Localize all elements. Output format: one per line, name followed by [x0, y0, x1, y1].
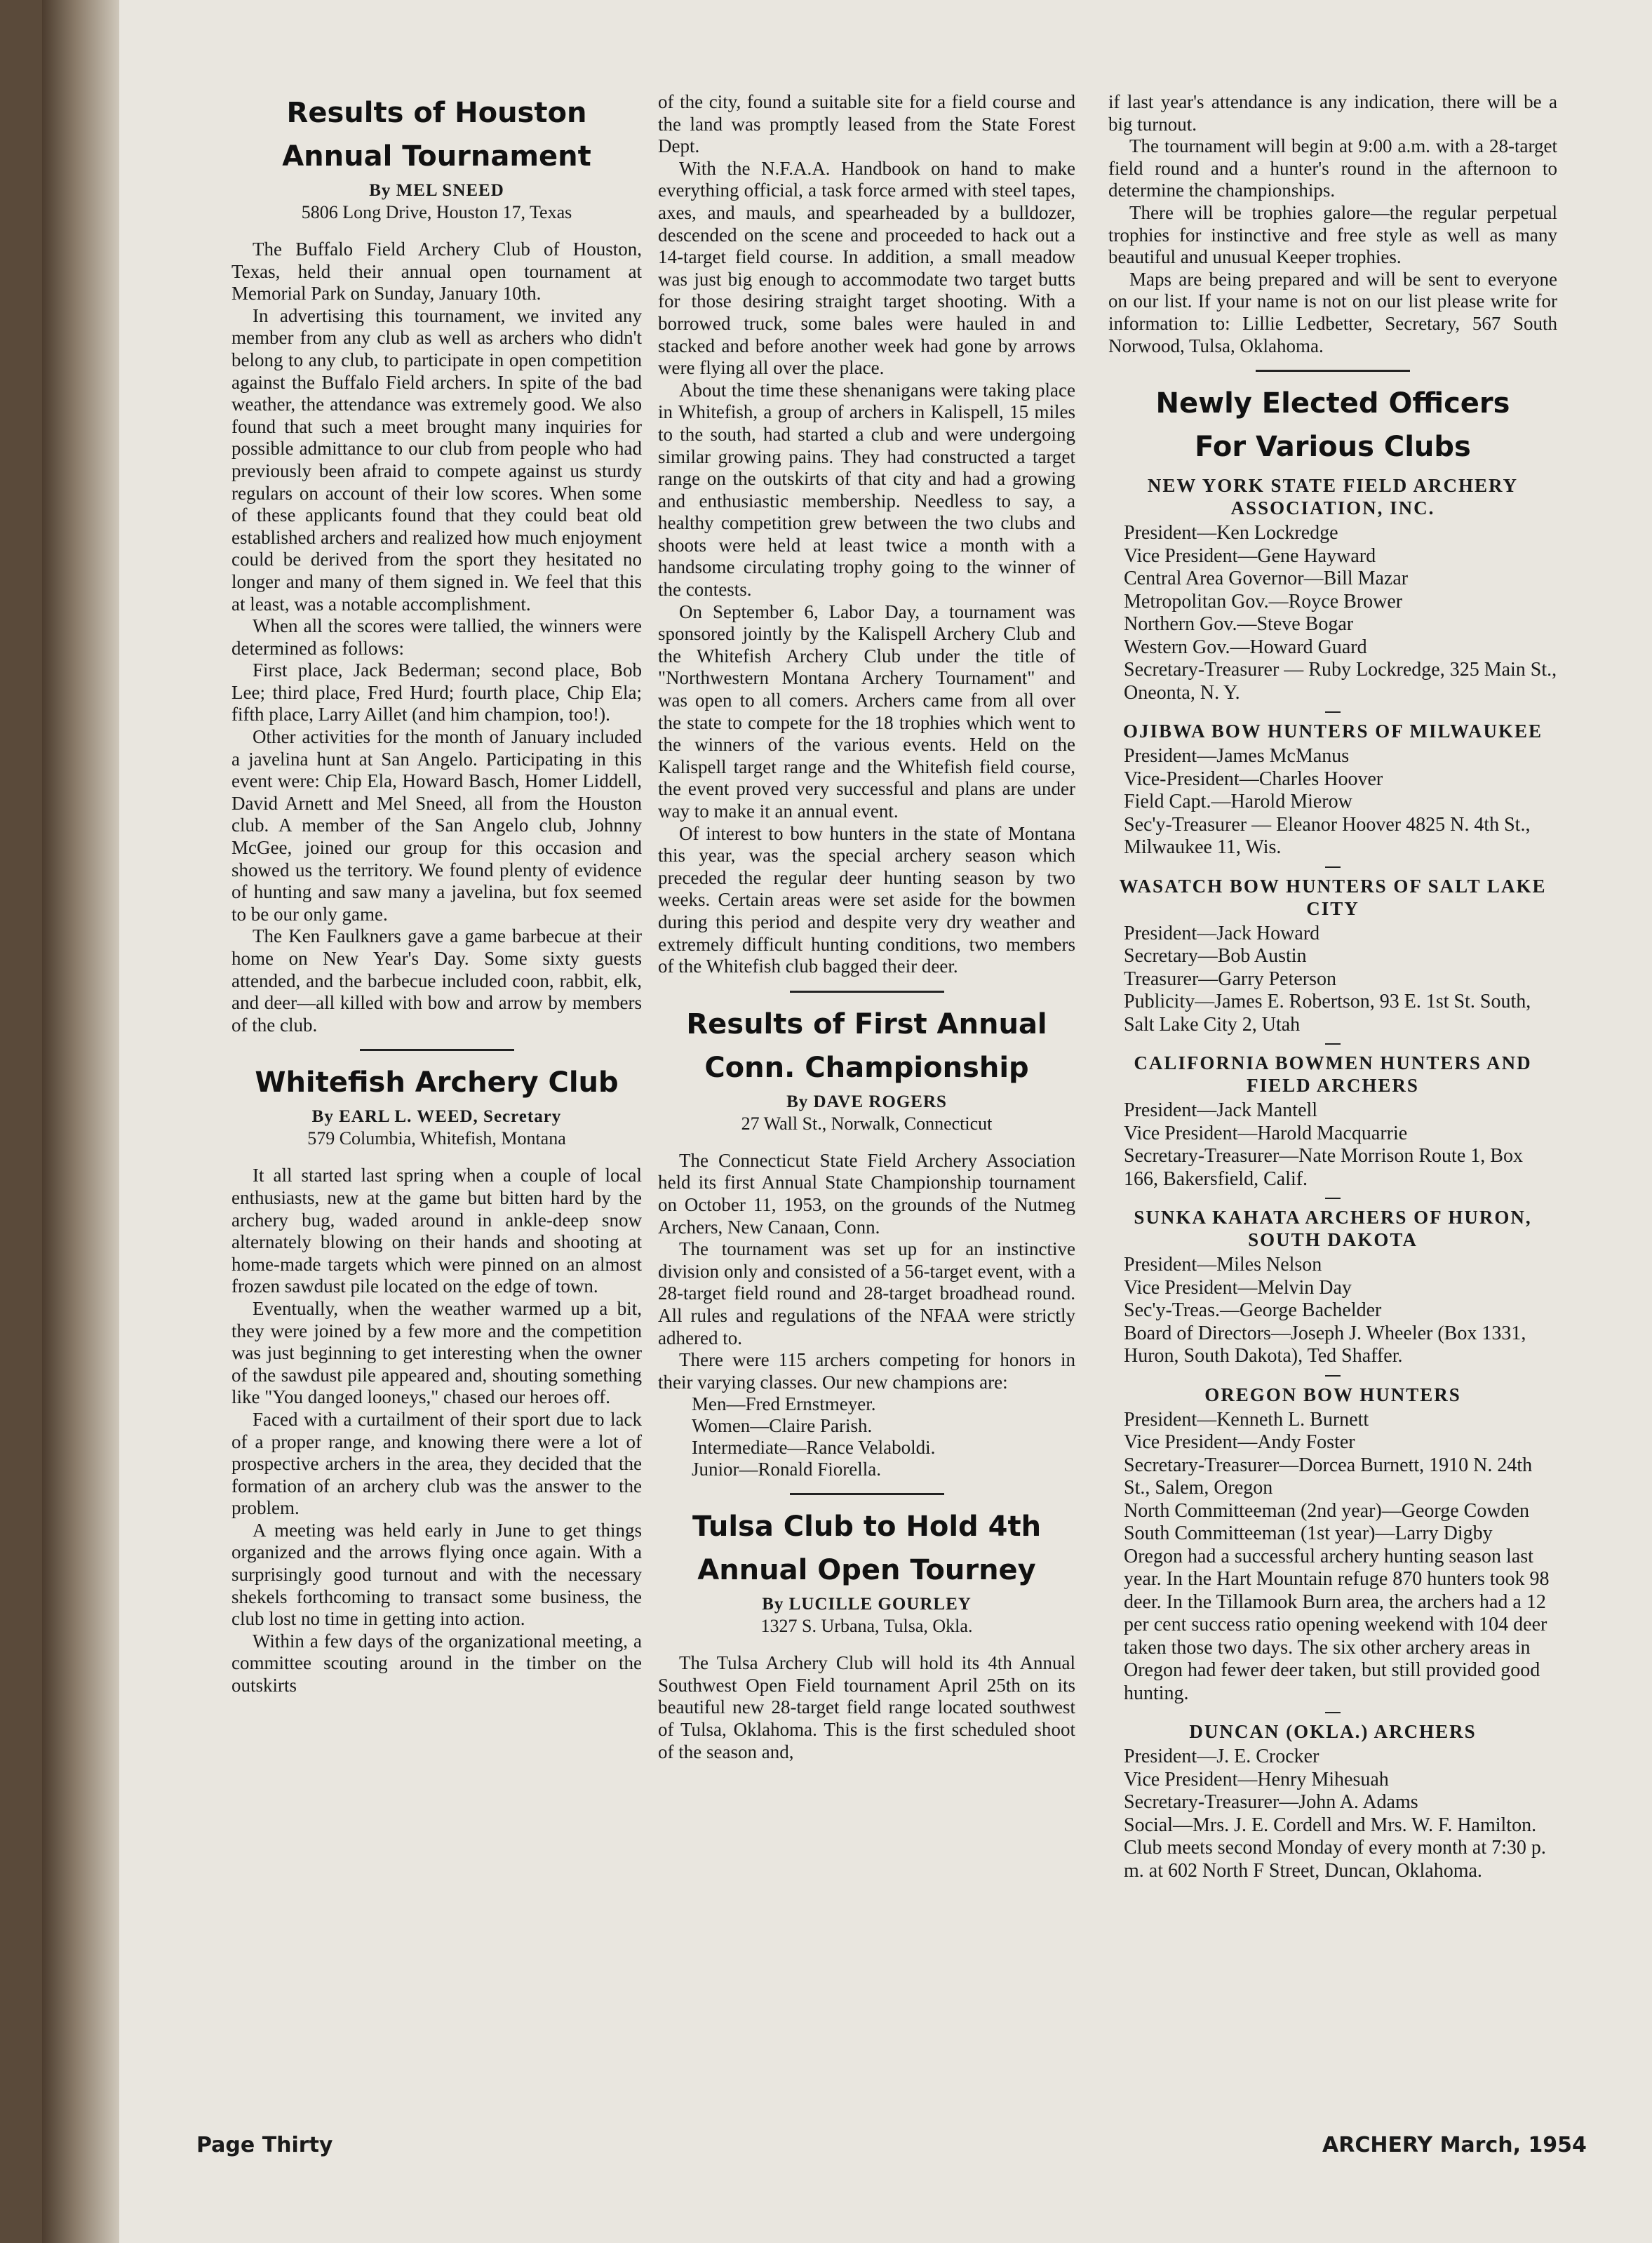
officer-line: Secretary-Treasurer—John A. Adams [1124, 1791, 1418, 1814]
paragraph: About the time these shenanigans were taking place in Whitefish, a group of archers in Kalispell, 15 miles to the south, had started a club and were undergoing similar growing pains. They had constructed a target range on the outskirts of that city and had a growing and enthusiastic membership. Needless to say, a healthy competition grew between the two clubs and shoots were held at least twice a month with a handsome circulating trophy going to the winner of the contests. [658, 379, 1075, 601]
paragraph: On September 6, Labor Day, a tournament was sponsored jointly by the Kalispell Archery Club and the Whitefish Archery Club under the title of "Northwestern Montana Archery Tournament" and was open to all comers. Archers came from all over the state to compete for the 18 trophies which went to the winners of the various events. Held on the Kalispell target range and the Whitefish field course, the event proved very successful and plans are under way to make it an annual event. [658, 601, 1075, 822]
club-name: OJIBWA BOW HUNTERS OF MILWAUKEE [1122, 721, 1543, 742]
officer-line: President—Ken Lockredge [1124, 522, 1338, 544]
officer-line: Sec'y-Treasurer — Eleanor Hoover 4825 N. 4th St., Milwaukee 11, Wis. [1124, 813, 1531, 859]
officer-line: President—J. E. Crocker [1124, 1746, 1319, 1768]
page-binding-shadow [42, 0, 119, 2243]
paragraph: Maps are being prepared and will be sent to everyone on our list. If your name is not on our list please write for information to: Lillie Ledbetter, Secretary, 567 South Norwood, Tulsa, Oklahoma. [1108, 268, 1557, 356]
officer-line: Secretary-Treasurer—Nate Morrison Route 1, Box 166, Bakersfield, Calif. [1124, 1145, 1523, 1190]
tulsa-continued-body [1108, 91, 1557, 357]
officer-line: Vice President—Andy Foster [1124, 1431, 1355, 1454]
houston-headline-line1: Results of Houston [286, 97, 587, 129]
officer-line: Publicity—James E. Robertson, 93 E. 1st St. South, Salt Lake City 2, Utah [1124, 991, 1531, 1036]
officer-line: Oregon had a successful archery hunting season last year. In the Hart Mountain refuge 870 hunters took 98 deer. In the Tillamook Burn area, the archers had a 12 per cent success ratio opening weekend with 104 deer taken those two days. The six other archery areas in Oregon had fewer deer taken, but still provided good hunting. [1124, 1545, 1550, 1704]
paragraph: First place, Jack Bederman; second place, Bob Lee; third place, Fred Hurd; fourth place, Chip Ela; fifth place, Larry Aillet (and him champion, too!). [231, 659, 642, 725]
houston-body [231, 239, 642, 1036]
conn-byline: By DAVE ROGERS [786, 1092, 947, 1111]
officer-line: Social—Mrs. J. E. Cordell and Mrs. W. F. Hamilton. [1124, 1814, 1537, 1836]
club-officer-lists [1108, 474, 1557, 1882]
officer-line: President—Miles Nelson [1124, 1254, 1322, 1276]
houston-byline: By MEL SNEED [369, 181, 504, 200]
paragraph: The Tulsa Archery Club will hold its 4th Annual Southwest Open Field tournament April 25th on its beautiful new 28-target field range located southwest of Tulsa, Oklahoma. This is the first scheduled shoot of the season and, [658, 1652, 1075, 1762]
paragraph: Eventually, when the weather warmed up a bit, they were joined by a few more and the competition was just beginning to get interesting when the owner of the sawdust pile appeared and, shouting something like "You danged looneys," chased our heroes off. [231, 1297, 642, 1408]
tulsa-byline: By LUCILLE GOURLEY [762, 1595, 972, 1614]
column-1 [231, 91, 642, 1697]
champion-list [658, 1393, 1075, 1480]
section-divider [1256, 370, 1410, 372]
whitefish-address: 579 Columbia, Whitefish, Montana [307, 1128, 566, 1149]
section-divider [790, 1493, 944, 1495]
officer-line: Secretary-Treasurer—Dorcea Burnett, 1910 N. 24th St., Salem, Oregon [1124, 1454, 1533, 1499]
tulsa-body [658, 1652, 1075, 1763]
paragraph: When all the scores were tallied, the winners were determined as follows: [231, 615, 642, 659]
conn-headline-line2: Conn. Championship [704, 1051, 1029, 1084]
houston-address: 5806 Long Drive, Houston 17, Texas [301, 202, 572, 222]
officer-line: Treasurer—Garry Peterson [1124, 967, 1336, 990]
officer-line: Western Gov.—Howard Guard [1124, 636, 1367, 658]
paragraph: Within a few days of the organizational meeting, a committee scouting around in the timber on the outskirts [231, 1630, 642, 1696]
conn-body [658, 1150, 1075, 1394]
officer-line: South Committeeman (1st year)—Larry Digby [1124, 1522, 1493, 1545]
club-name: NEW YORK STATE FIELD ARCHERY ASSOCIATION, INC. [1147, 475, 1519, 519]
whitefish-headline: Whitefish Archery Club [255, 1066, 619, 1099]
paragraph: The tournament will begin at 9:00 a.m. with a 28-target field round and a hunter's round in the afternoon to determine the championships. [1108, 135, 1557, 201]
officers-headline-line2: For Various Clubs [1195, 431, 1471, 464]
paragraph: The tournament was set up for an instinctive division only and consisted of a 56-target event, with a 28-target field round and 28-target broadhead round. All rules and regulations of the NFAA were strictly adhered to. [658, 1238, 1075, 1348]
paragraph: A meeting was held early in June to get things organized and the arrows flying once again. With a surprisingly good turnout and with the necessary shekels forthcoming to transact some business, the club lost no time in getting into action. [231, 1519, 642, 1630]
tulsa-headline-line1: Tulsa Club to Hold 4th [692, 1511, 1042, 1544]
officers-headline-line1: Newly Elected Officers [1155, 387, 1510, 420]
magazine-issue: ARCHERY March, 1954 [1322, 2133, 1587, 2157]
page-number: Page Thirty [196, 2133, 333, 2157]
whitefish-body [231, 1165, 642, 1696]
paragraph: The Connecticut State Field Archery Association held its first Annual State Championship tournament on October 11, 1953, on the grounds of the Nutmeg Archers, New Canaan, Conn. [658, 1149, 1075, 1238]
paragraph: It all started last spring when a couple of local enthusiasts, new at the game but bitten hard by the archery bug, waded around in ankle-deep snow alternately blowing on their hands and shooting at home-made targets which were pinned on an almost frozen sawdust pile located on the edge of town. [231, 1165, 642, 1297]
officer-line: President—James McManus [1124, 745, 1350, 768]
officer-line: Board of Directors—Joseph J. Wheeler (Box 1331, Huron, South Dakota), Ted Shaffer. [1124, 1322, 1526, 1367]
paragraph: There were 115 archers competing for honors in their varying classes. Our new champions are: [658, 1349, 1075, 1393]
officer-line: Metropolitan Gov.—Royce Brower [1124, 590, 1403, 612]
officer-line: Vice-President—Charles Hoover [1124, 768, 1383, 790]
champion-entry: Intermediate—Rance Velaboldi. [692, 1437, 936, 1459]
houston-headline-line2: Annual Tournament [282, 140, 591, 173]
champion-entry: Women—Claire Parish. [692, 1415, 873, 1437]
club-divider [1325, 866, 1341, 868]
champion-entry: Men—Fred Ernstmeyer. [692, 1393, 876, 1415]
club-name: CALIFORNIA BOWMEN HUNTERS AND FIELD ARCHERS [1134, 1052, 1532, 1097]
tulsa-address: 1327 S. Urbana, Tulsa, Okla. [760, 1616, 973, 1637]
section-divider [360, 1049, 514, 1051]
paragraph: Other activities for the month of January included a javelina hunt at San Angelo. Participating in this event were: Chip Ela, Howard Basch, Homer Liddell, David Arnett and Mel Sneed, all from the Houston club. A member of the San Angelo club, Johnny McGee, joined our group for this occasion and showed us the territory. We found plenty of evidence of hunting and saw many a javelina, but fox seemed to be our only game. [231, 726, 642, 925]
magazine-page [42, 0, 1652, 2243]
champion-entry: Junior—Ronald Fiorella. [692, 1459, 881, 1480]
club-divider [1325, 1043, 1341, 1045]
officer-line: Vice President—Henry Mihesuah [1124, 1768, 1389, 1790]
officer-line: President—Jack Howard [1124, 922, 1320, 944]
paragraph: of the city, found a suitable site for a field course and the land was promptly leased from the State Forest Dept. [658, 91, 1075, 157]
club-divider [1325, 1375, 1341, 1377]
club-name: WASATCH BOW HUNTERS OF SALT LAKE CITY [1119, 875, 1547, 919]
club-divider [1325, 1198, 1341, 1199]
tulsa-headline-line2: Annual Open Tourney [697, 1554, 1036, 1587]
paragraph: if last year's attendance is any indication, there will be a big turnout. [1108, 91, 1557, 135]
club-divider [1325, 1712, 1341, 1713]
conn-headline-line1: Results of First Annual [686, 1007, 1047, 1040]
officer-line: Club meets second Monday of every month at 7:30 p. m. at 602 North F Street, Duncan, Oklahoma. [1124, 1837, 1546, 1882]
paragraph: The Ken Faulkners gave a game barbecue at their home on New Year's Day. Some sixty guests attended, and the barbecue included coon, rabbit, elk, and deer—all killed with bow and arrow by members of the club. [231, 925, 642, 1036]
officer-line: Central Area Governor—Bill Mazar [1124, 568, 1409, 590]
club-divider [1325, 711, 1341, 713]
paragraph: In advertising this tournament, we invited any member from any club as well as archers who didn't belong to any club, to participate in open competition against the Buffalo Field archers. In spite of the bad weather, the attendance was extremely good. We also found that such a meet brought many inquiries for possible admittance to our club from people who had previously been afraid to compete against us sturdy regulars on account of their low scores. When some of these applicants found that they could beat old established archers and realized how much enjoyment could be derived from the sport they hesitated no longer and many of them signed in. We feel that this at least, was a notable accomplishment. [231, 304, 642, 615]
officer-line: Field Capt.—Harold Mierow [1124, 791, 1352, 813]
officer-line: President—Jack Mantell [1124, 1099, 1318, 1122]
paragraph: With the N.F.A.A. Handbook on hand to make everything official, a task force armed with steel tapes, axes, and mauls, and spearheaded by a bulldozer, descended on the scene and proceeded to hack out a 14-target field course. In addition, a small meadow was just big enough to accommodate two target butts for those desiring straight target shooting. With a borrowed truck, some bales were hauled in and stacked and before another week had gone by arrows were flying all over the place. [658, 157, 1075, 379]
club-name: DUNCAN (OKLA.) ARCHERS [1189, 1721, 1477, 1743]
officer-line: North Committeeman (2nd year)—George Cowden [1124, 1499, 1530, 1522]
paragraph: Faced with a curtailment of their sport due to lack of a proper range, and knowing there were a lot of prospective archers in the area, they decided that the formation of an archery club was the answer to the problem. [231, 1408, 642, 1519]
club-name: SUNKA KAHATA ARCHERS OF HURON, SOUTH DAKOTA [1134, 1207, 1532, 1251]
section-divider [790, 991, 944, 993]
paragraph: There will be trophies galore—the regular perpetual trophies for instinctive and free style as well as many beautiful and unusual Keeper trophies. [1108, 201, 1557, 268]
club-name: OREGON BOW HUNTERS [1204, 1384, 1461, 1405]
officer-line: Sec'y-Treas.—George Bachelder [1124, 1299, 1382, 1322]
conn-address: 27 Wall St., Norwalk, Connecticut [741, 1113, 993, 1134]
officer-line: Secretary—Bob Austin [1124, 945, 1307, 967]
whitefish-continued-body [658, 91, 1075, 978]
officer-line: President—Kenneth L. Burnett [1124, 1408, 1369, 1431]
whitefish-byline: By EARL L. WEED, Secretary [311, 1107, 562, 1127]
paragraph: The Buffalo Field Archery Club of Houston, Texas, held their annual open tournament at Memorial Park on Sunday, January 10th. [231, 239, 642, 304]
column-2 [658, 91, 1075, 1763]
paragraph: Of interest to bow hunters in the state of Montana this year, was the special archery season which preceded the regular deer hunting season by two weeks. Certain areas were set aside for the bowmen during this period and despite very dry weather and extremely difficult hunting conditions, two members of the Whitefish club bagged their deer. [658, 822, 1075, 977]
officer-line: Vice President—Harold Macquarrie [1124, 1122, 1408, 1144]
officer-line: Vice President—Gene Hayward [1124, 544, 1376, 567]
officer-line: Secretary-Treasurer — Ruby Lockredge, 325 Main St., Oneonta, N. Y. [1124, 659, 1557, 704]
column-3 [1108, 91, 1557, 1882]
officer-line: Northern Gov.—Steve Bogar [1124, 613, 1354, 636]
officer-line: Vice President—Melvin Day [1124, 1276, 1352, 1299]
